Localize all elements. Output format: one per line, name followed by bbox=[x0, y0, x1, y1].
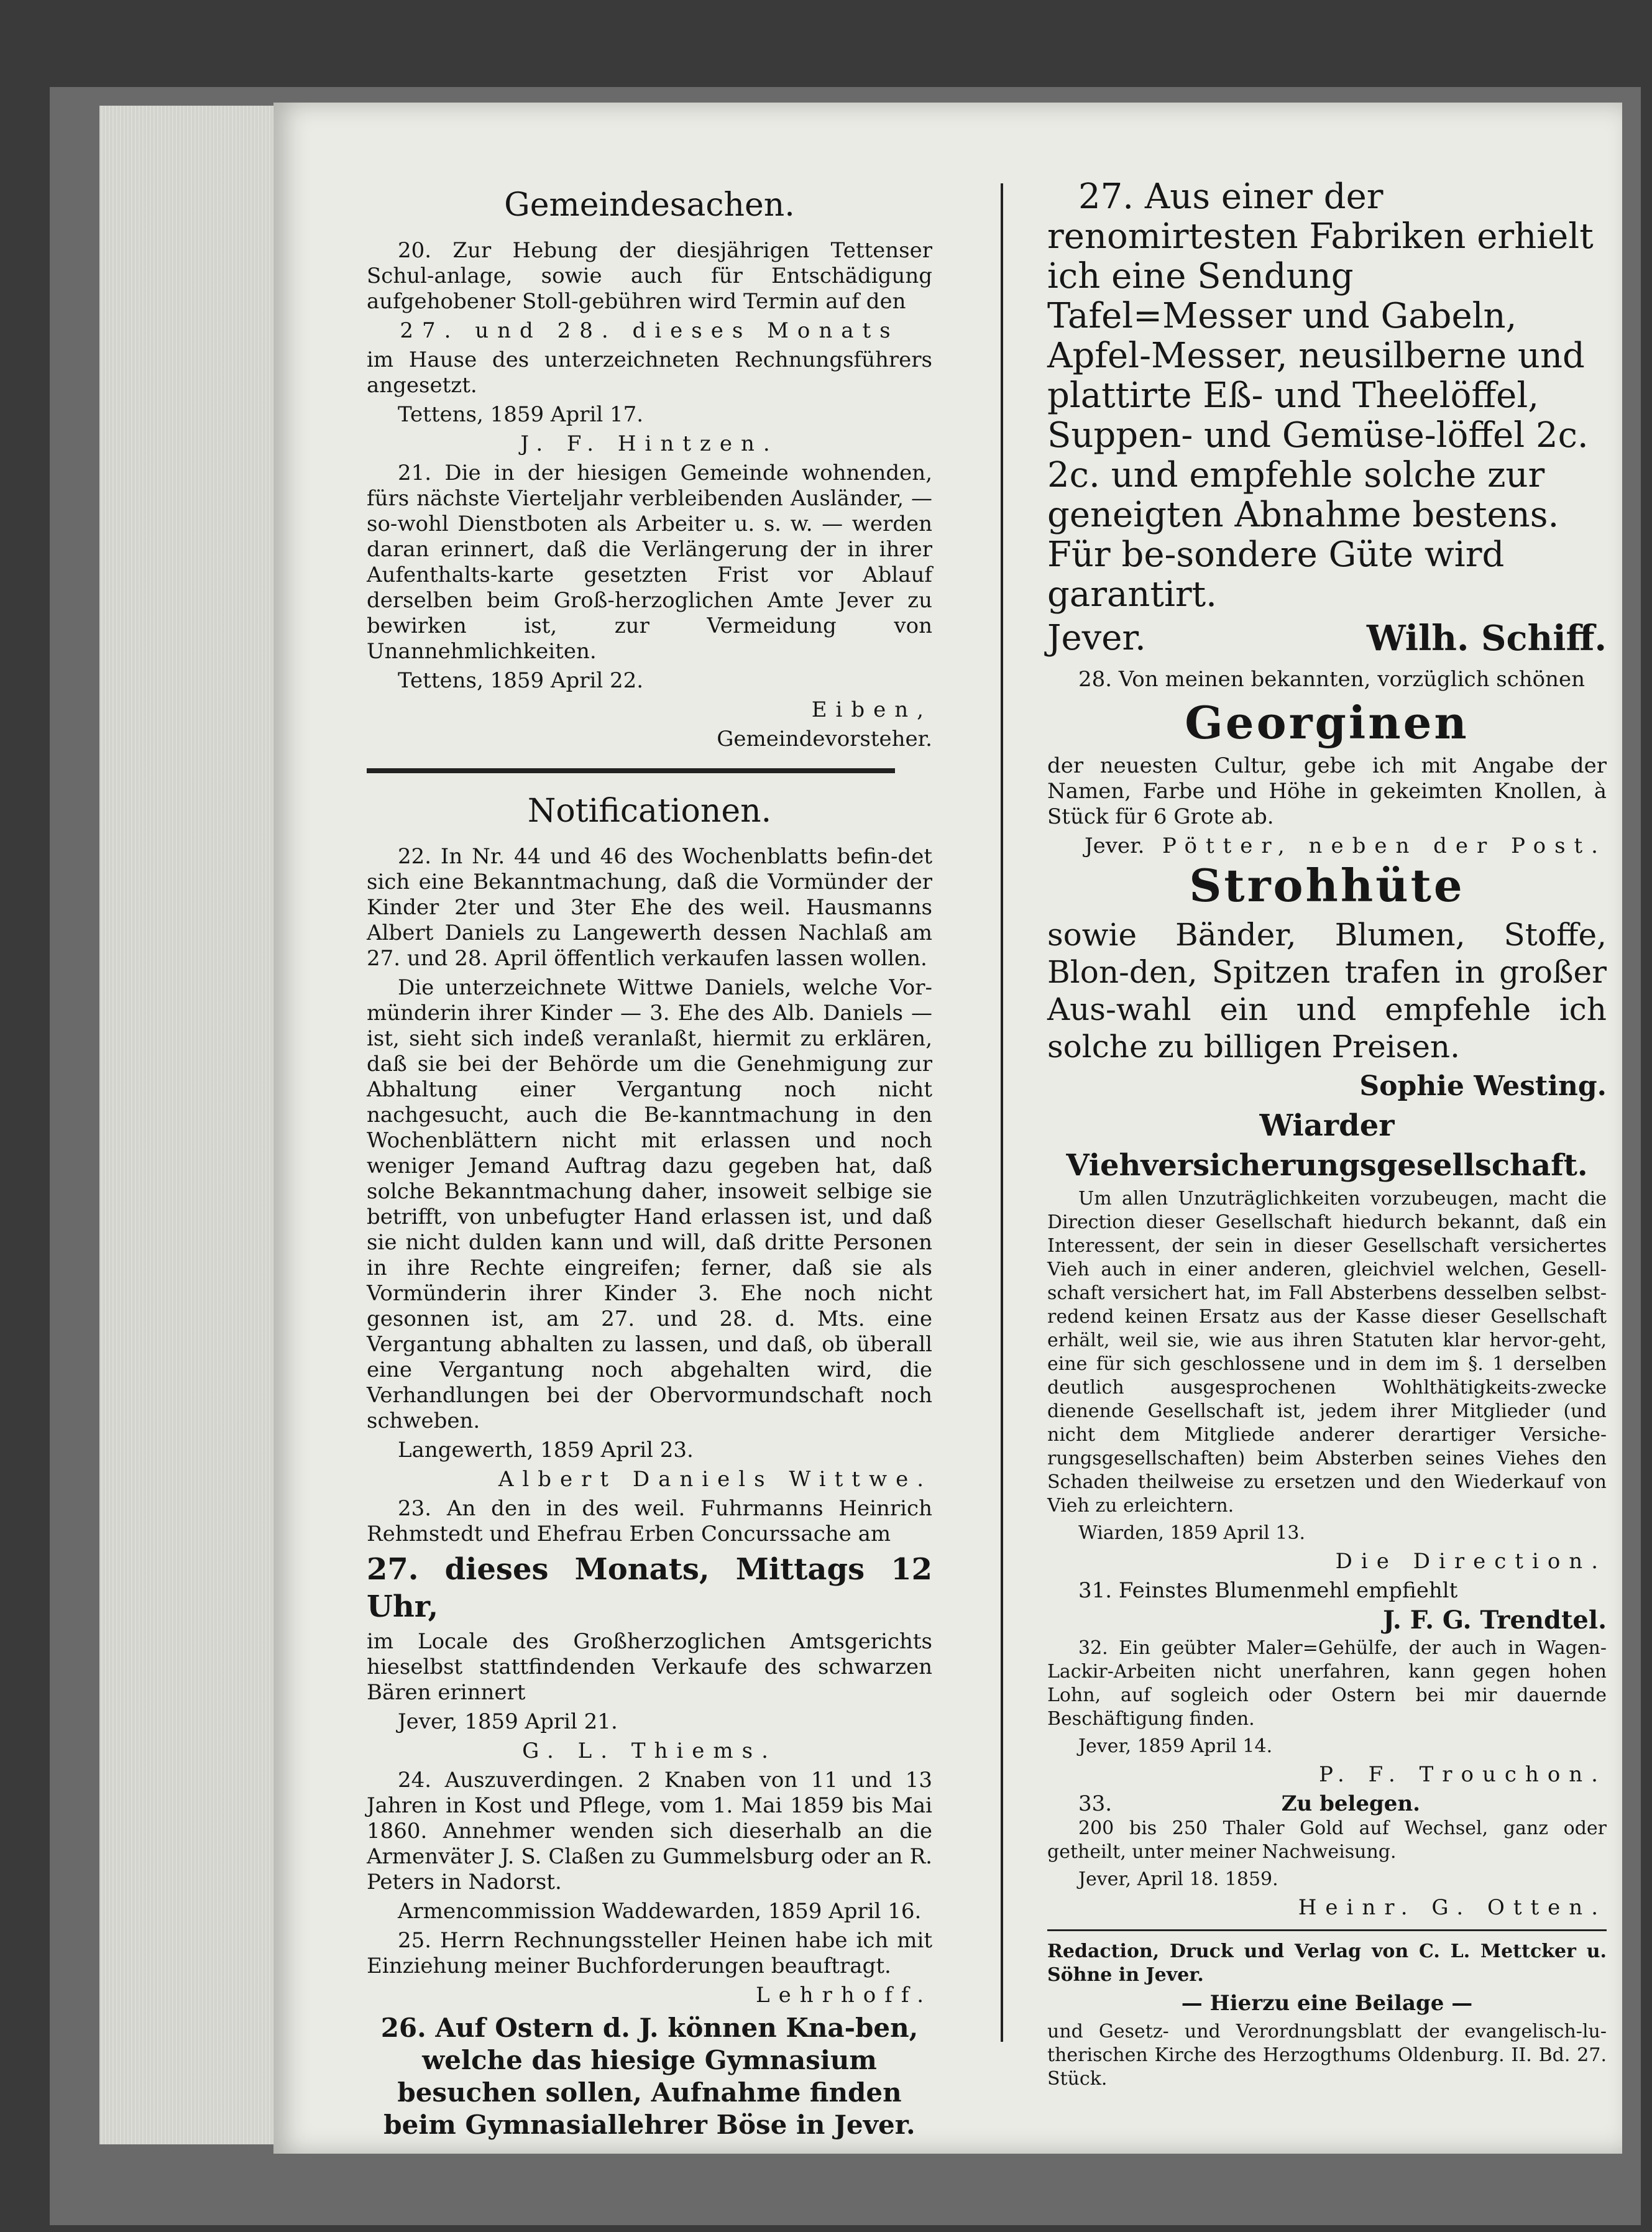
imprint-rule bbox=[1047, 1929, 1607, 1931]
notice-21-title: Gemeindevorsteher. bbox=[717, 727, 932, 751]
notice-33-title: Zu belegen. bbox=[1281, 1791, 1420, 1816]
notice-33-signature: Heinr. G. Otten. bbox=[1298, 1895, 1607, 1920]
notice-22-signature: Albert Daniels Wittwe. bbox=[498, 1467, 932, 1492]
notice-24-signature: Armencommission Waddewarden, 1859 April 16. bbox=[398, 1899, 922, 1924]
newspaper-page bbox=[273, 103, 1622, 2154]
notice-28-intro: 28. Von meinen bekannten, vorzüglich schönen bbox=[1078, 667, 1585, 692]
wiarder-subheading: Viehversicherungsgesellschaft. bbox=[1066, 1148, 1588, 1183]
wiarder-heading: Wiarder bbox=[1259, 1108, 1395, 1143]
notice-25-signature: Lehrhoff. bbox=[756, 1983, 932, 2008]
notice-23-text: 23. An den in des weil. Fuhrmanns Heinrich Rehmstedt und Ehefrau Erben Concurssache am bbox=[367, 1496, 932, 1546]
notice-24-text: 24. Auszuverdingen. 2 Knaben von 11 und 13 Jahren in Kost und Pflege, vom 1. Mai 1859 bis Mai 1860. Annehmer wenden sich dieserhalb an die Armenväter J. S. Claßen zu Gummelsburg oder an R. Peters in Nadorst. bbox=[367, 1768, 932, 1894]
section-heading-gemeindesachen: Gemeindesachen. bbox=[504, 186, 795, 224]
notice-23-dateline: Jever, 1859 April 21. bbox=[398, 1709, 618, 1734]
notice-28-signature bbox=[1047, 834, 1607, 859]
notice-22-declaration: Die unterzeichnete Wittwe Daniels, welche Vor-münderin ihrer Kinder — 3. Ehe des Alb. Daniels — ist, sieht sich indeß veranlaßt, hiermit zu erklären, daß sie bei der Behörde um die Genehmigung zur Abhaltung einer Vergantung noch nicht nachgesucht, auch die Be-kanntmachung in den Wochenblättern nicht mit erlassen und noch weniger Jemand Auftrag dazu gegeben hat, daß solche Bekanntmachung daher, insoweit selbige sie betrifft, von unbefugter Hand erlassen ist, und daß sie nicht dulden kann und will, daß dritte Personen in ihre Rechte eingreifen; ferner, daß sie als Vormünderin ihrer Kinder 3. Ehe noch nicht gesonnen ist, am 27. und 28. d. Mts. eine Vergantung abhalten zu lassen, und daß, ob überall eine Vergantung noch abgehalten wird, die Verhandlungen bei der Obervormundschaft noch schweben. bbox=[367, 975, 932, 1433]
strohhuete-headline: Strohhüte bbox=[1189, 859, 1465, 912]
wiarder-text: Um allen Unzuträglichkeiten vorzubeugen, macht die Direction dieser Gesellschaft hiedurch bekannt, daß ein Interessent, der sein in dieser Gesellschaft versichertes Vieh auch in einer anderen, gleichviel welchen, Gesell-schaft versichert hat, im Fall Absterbens desselben selbst-redend keinen Ersatz aus der Kasse dieser Gesellschaft erhält, weil sie, wie aus ihren Statuten klar hervor-geht, eine für sich geschlossene und in dem im §. 1 derselben deutlich ausgesprochenen Wohlthätigkeits-zwecke dienende Gesellschaft ist, jedem ihrer Mitglieder (und nicht dem Mitgliede anderer derartiger Versiche-rungsgesellschaften) beim Absterben seines Viehes den Schaden theilweise zu ersetzen und den Wiederkauf von Vieh zu erleichtern. bbox=[1047, 1188, 1607, 1517]
notice-27-text: 27. Aus einer der renomirtesten Fabriken erhielt ich eine Sendung Tafel=Messer und Gabeln, Apfel-Messer, neusilberne und plattirte Eß- und Theelöffel, Suppen- und Gemüse-löffel 2c. 2c. und empfehle solche zur geneigten Abnahme bestens. Für be-sondere Güte wird garantirt. bbox=[1047, 177, 1594, 615]
notice-28-place: Jever. bbox=[1085, 834, 1145, 858]
notice-21-dateline: Tettens, 1859 April 22. bbox=[398, 668, 644, 693]
notice-20-place: im Hause des unterzeichneten Rechnungsführers angesetzt. bbox=[367, 347, 932, 398]
supplement-heading: — Hierzu eine Beilage — bbox=[1181, 1991, 1473, 2016]
notice-22-text: 22. In Nr. 44 und 46 des Wochenblatts befin-det sich eine Bekanntmachung, daß die Vormünder der Kinder 2ter und 3ter Ehe des weil. Hausmanns Albert Daniels zu Langewerth dessen Nachlaß am 27. und 28. April öffentlich verkaufen lassen wollen. bbox=[367, 844, 932, 971]
notice-27-name: Wilh. Schiff. bbox=[1366, 618, 1607, 659]
page-edges bbox=[99, 106, 298, 2144]
notice-25-text: 25. Herrn Rechnungssteller Heinen habe ich mit Einziehung meiner Buchforderungen beauftragt. bbox=[367, 1928, 932, 1978]
notice-27-signature bbox=[1047, 618, 1607, 658]
notice-33-text: 200 bis 250 Thaler Gold auf Wechsel, ganz oder getheilt, unter meiner Nachweisung. bbox=[1047, 1817, 1607, 1863]
notice-23-place: im Locale des Großherzoglichen Amtsgerichts hieselbst stattfindenden Verkaufe des schwarzen Bären erinnert bbox=[367, 1629, 932, 1705]
notice-23-date: 27. dieses Monats, Mittags 12 Uhr, bbox=[367, 1552, 932, 1624]
section-heading-notificationen: Notificationen. bbox=[527, 792, 772, 830]
notice-27-place: Jever. bbox=[1047, 618, 1146, 658]
notice-22-dateline: Langewerth, 1859 April 23. bbox=[398, 1438, 694, 1463]
notice-31-text: 31. Feinstes Blumenmehl empfiehlt bbox=[1078, 1578, 1458, 1603]
wiarder-signature: Die Direction. bbox=[1335, 1549, 1607, 1574]
notice-20-dateline: Tettens, 1859 April 17. bbox=[398, 402, 644, 427]
notice-20-signature: J. F. Hintzen. bbox=[520, 431, 779, 456]
column-divider bbox=[1001, 183, 1003, 2042]
supplement-text: und Gesetz- und Verordnungsblatt der evangelisch-lu-therischen Kirche des Herzogthums Oldenburg. II. Bd. 27. Stück. bbox=[1047, 2021, 1607, 2090]
left-column bbox=[367, 177, 932, 2145]
right-column bbox=[1047, 177, 1607, 2095]
notice-21-text: 21. Die in der hiesigen Gemeinde wohnenden, fürs nächste Vierteljahr verbleibenden Ausländer, — so-wohl Dienstboten als Arbeiter u. s. w. — werden daran erinnert, daß die Verlängerung der in ihrer Aufenthalts-karte gesetzten Frist vor Ablauf derselben beim Groß-herzoglichen Amte Jever zu bewirken ist, zur Vermeidung von Unannehmlichkeiten. bbox=[367, 461, 932, 664]
notice-33-header bbox=[1047, 1791, 1607, 1817]
notice-20-date: 27. und 28. dieses Monats bbox=[400, 318, 899, 343]
notice-23-signature: G. L. Thiems. bbox=[522, 1738, 777, 1763]
imprint-text: Redaction, Druck und Verlag von C. L. Mettcker u. Söhne in Jever. bbox=[1047, 1940, 1607, 1986]
notice-28-headline: Georginen bbox=[1185, 696, 1469, 749]
notice-26-text: 26. Auf Ostern d. J. können Kna-ben, welche das hiesige Gymnasium besuchen sollen, Aufnahme finden beim Gymnasiallehrer Böse in Jever. bbox=[380, 2013, 919, 2140]
section-rule bbox=[367, 768, 895, 773]
notice-21-signature: Eiben, bbox=[811, 697, 932, 722]
notice-33-number: 33. bbox=[1078, 1791, 1113, 1816]
notice-32-text: 32. Ein geübter Maler=Gehülfe, der auch in Wagen-Lackir-Arbeiten nicht unerfahren, kann gegen hohen Lohn, auf sogleich oder Ostern bei mir dauernde Beschäftigung finden. bbox=[1047, 1637, 1607, 1730]
notice-32-dateline: Jever, 1859 April 14. bbox=[1078, 1735, 1273, 1757]
notice-28-text: der neuesten Cultur, gebe ich mit Angabe der Namen, Farbe und Höhe in gekeimten Knollen, à Stück für 6 Grote ab. bbox=[1047, 753, 1607, 829]
notice-33-dateline: Jever, April 18. 1859. bbox=[1078, 1868, 1278, 1890]
notice-32-signature: P. F. Trouchon. bbox=[1319, 1762, 1607, 1787]
strohhuete-signature: Sophie Westing. bbox=[1359, 1070, 1607, 1102]
notice-28-name: Pötter, neben der Post. bbox=[1162, 834, 1607, 858]
notice-31-signature: J. F. G. Trendtel. bbox=[1383, 1605, 1607, 1635]
notice-20-text: 20. Zur Hebung der diesjährigen Tettenser Schul-anlage, sowie auch für Entschädigung aufgehobener Stoll-gebühren wird Termin auf den bbox=[367, 238, 932, 314]
strohhuete-text: sowie Bänder, Blumen, Stoffe, Blon-den, Spitzen trafen in großer Aus-wahl ein und empfehle ich solche zu billigen Preisen. bbox=[1047, 917, 1607, 1065]
wiarder-dateline: Wiarden, 1859 April 13. bbox=[1078, 1522, 1306, 1544]
